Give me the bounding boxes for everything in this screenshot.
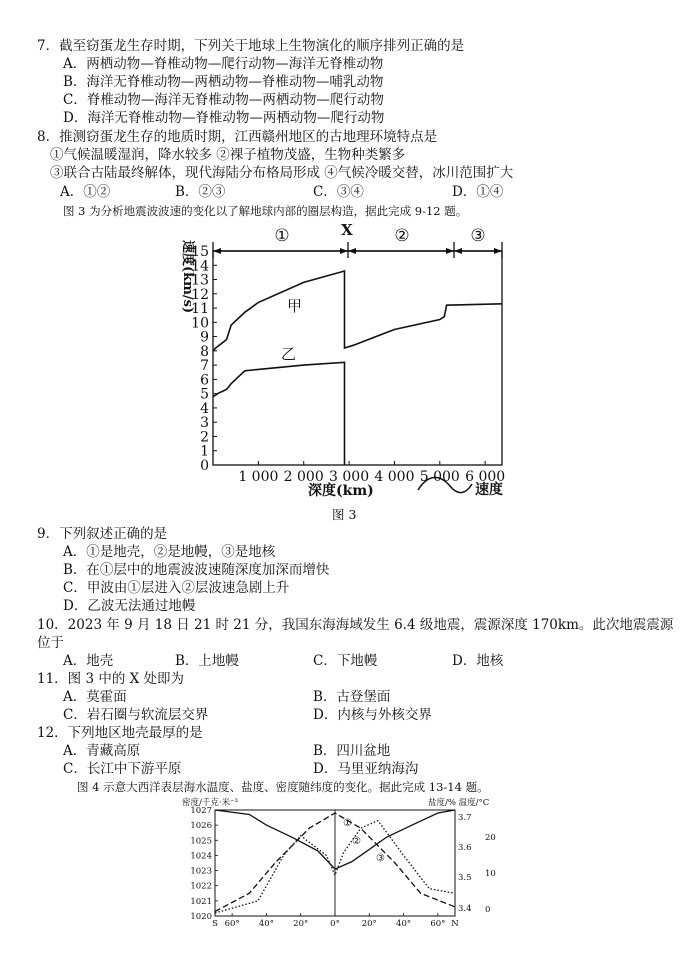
x-tick-label: 1 000: [238, 469, 279, 485]
salinity-temperature-label: 盐度/% 温度/°C: [428, 798, 490, 808]
y-tick-label: 1: [200, 443, 209, 460]
q12-option-d: D．马里亚纳海沟: [313, 761, 419, 777]
y-axis-label: 速度(km/s): [180, 240, 195, 314]
figure3-caption: 图 3: [332, 507, 357, 522]
q10-option-c: C．下地幔: [313, 653, 378, 669]
q11-option-a: A．莫霍面: [63, 689, 127, 705]
y-tick-label: 4: [200, 400, 209, 417]
figure3-chart: [170, 218, 520, 503]
density-tick-label: 1023: [190, 866, 212, 877]
curve-3-label: ③: [376, 853, 385, 864]
q12-option-b: B．四川盆地: [313, 743, 391, 759]
q7-option-d: D．海洋无脊椎动物—脊椎动物—两栖动物—爬行动物: [63, 110, 385, 126]
q10-stem-line2: 位于: [37, 635, 64, 651]
layer-3-label: ③: [470, 226, 486, 246]
x-tick-label: 5 000: [419, 469, 460, 485]
density-tick-label: 1027: [190, 806, 212, 816]
q8-stem: 8．推测窃蛋龙生存的地质时期，江西赣州地区的古地理环境特点是: [37, 129, 438, 145]
lat-tick-label: 40°: [396, 919, 412, 929]
q8-option-b: B．②③: [175, 184, 226, 200]
y-tick-label: 12: [191, 286, 209, 303]
q9-option-d: D．乙波无法通过地幔: [63, 598, 196, 614]
q8-option-a: A．①②: [60, 184, 111, 200]
q7-option-b: B．海洋无脊椎动物—两栖动物—脊椎动物—哺乳动物: [63, 74, 384, 90]
density-tick-label: 1022: [190, 881, 212, 892]
salinity-tick-label: 3.6: [458, 843, 472, 853]
q11-option-d: D．内核与外核交界: [313, 707, 432, 723]
lat-tick-label: 60°: [224, 919, 240, 929]
curve-1-label: ①: [343, 818, 352, 829]
q10-stem-line1: 10．2023 年 9 月 18 日 21 时 21 分，我国东海海域发生 6.4 级地震，震源深度 170km。此次地震震源: [37, 617, 674, 633]
q7-option-c: C．脊椎动物—海洋无脊椎动物—两栖动物—爬行动物: [63, 92, 384, 108]
lat-tick-label: S: [212, 919, 218, 929]
y-tick-label: 0: [200, 458, 209, 474]
q10-option-b: B．上地幔: [175, 653, 239, 669]
temperature-tick-label: 0: [485, 905, 491, 915]
lat-tick-label: 20°: [293, 919, 309, 929]
density-tick-label: 1025: [190, 836, 212, 847]
curve-2-label: ②: [352, 836, 361, 847]
figure4-chart: [180, 795, 500, 930]
q12-option-a: A．青藏高原: [63, 743, 141, 759]
wave-b-label: 乙: [281, 345, 297, 363]
x-tick-label: 6 000: [465, 469, 506, 485]
figure4-intro: 图 4 示意大西洋表层海水温度、盐度、密度随纬度的变化。据此完成 13-14 题。: [77, 780, 489, 794]
lat-tick-label: 20°: [361, 919, 377, 929]
x-mark-label: X: [341, 221, 353, 239]
wave-curve-b: [213, 362, 345, 465]
salinity-tick-label: 3.7: [458, 813, 472, 823]
q11-stem: 11．图 3 中的 X 处即为: [37, 671, 185, 687]
lat-tick-label: 0°: [330, 919, 340, 929]
y-tick-label: 8: [200, 343, 209, 360]
layer-2-label: ②: [394, 226, 410, 246]
y-tick-label: 7: [200, 358, 209, 375]
x-tick-label: 2 000: [283, 469, 324, 485]
lat-tick-label: N: [451, 919, 459, 929]
q10-option-d: D．地核: [452, 653, 504, 669]
y-tick-label: 9: [200, 329, 209, 346]
y-tick-label: 6: [200, 372, 209, 389]
density-tick-label: 1026: [190, 821, 212, 832]
q9-option-b: B．在①层中的地震波波速随深度加深而增快: [63, 562, 330, 578]
y-tick-label: 11: [191, 301, 209, 318]
wave-curve-a: [213, 271, 502, 351]
layer-1-label: ①: [274, 226, 290, 246]
density-tick-label: 1020: [190, 912, 212, 922]
x-axis-label: 深度(km): [308, 483, 374, 499]
y-tick-label: 14: [191, 258, 209, 275]
y-tick-label: 15: [191, 244, 209, 260]
q8-line1: ①气候温暖湿润，降水较多 ②裸子植物茂盛，生物种类繁多: [50, 147, 406, 163]
q12-option-c: C．长江中下游平原: [63, 761, 182, 777]
legend-label: 速度: [475, 482, 503, 498]
figure3-intro: 图 3 为分析地震波波速的变化以了解地球内部的圈层构造，据此完成 9-12 题。: [63, 204, 468, 218]
lat-tick-label: 40°: [258, 919, 274, 929]
q11-option-c: C．岩石圈与软流层交界: [63, 707, 209, 723]
q10-option-a: A．地壳: [63, 653, 114, 669]
x-tick-label: 3 000: [329, 469, 370, 485]
temperature-tick-label: 20: [485, 833, 496, 843]
q9-stem: 9．下列叙述正确的是: [37, 526, 168, 542]
q8-line2: ③联合古陆最终解体，现代海陆分布格局形成 ④气候冷暖交替，冰川范围扩大: [50, 165, 514, 181]
y-tick-label: 3: [200, 415, 209, 432]
y-tick-label: 10: [191, 315, 209, 332]
density-tick-label: 1024: [190, 851, 212, 862]
salinity-tick-label: 3.4: [458, 904, 472, 914]
temperature-tick-label: 10: [485, 869, 496, 879]
density-axis-label: 密度/千克·米⁻³: [182, 798, 238, 808]
salinity-tick-label: 3.5: [458, 873, 472, 883]
x-tick-label: 4 000: [374, 469, 415, 485]
q9-option-c: C．甲波由①层进入②层波速急剧上升: [63, 580, 290, 596]
q7-stem: 7．截至窃蛋龙生存时期，下列关于地球上生物演化的顺序排列正确的是: [37, 38, 465, 54]
y-tick-label: 5: [200, 386, 209, 403]
q7-option-a: A．两栖动物—脊椎动物—爬行动物—海洋无脊椎动物: [63, 56, 384, 72]
q11-option-b: B．古登堡面: [313, 689, 391, 705]
q8-option-d: D．①④: [452, 184, 504, 200]
density-tick-label: 1021: [190, 896, 212, 907]
y-tick-label: 13: [191, 272, 209, 289]
q9-option-a: A．①是地壳，②是地幔，③是地核: [63, 544, 276, 560]
q12-stem: 12．下列地区地壳最厚的是: [37, 725, 203, 741]
q8-option-c: C．③④: [313, 184, 364, 200]
wave-a-label: 甲: [287, 297, 303, 315]
lat-tick-label: 60°: [430, 919, 446, 929]
plot-frame: [213, 251, 502, 465]
y-tick-label: 2: [200, 429, 209, 446]
